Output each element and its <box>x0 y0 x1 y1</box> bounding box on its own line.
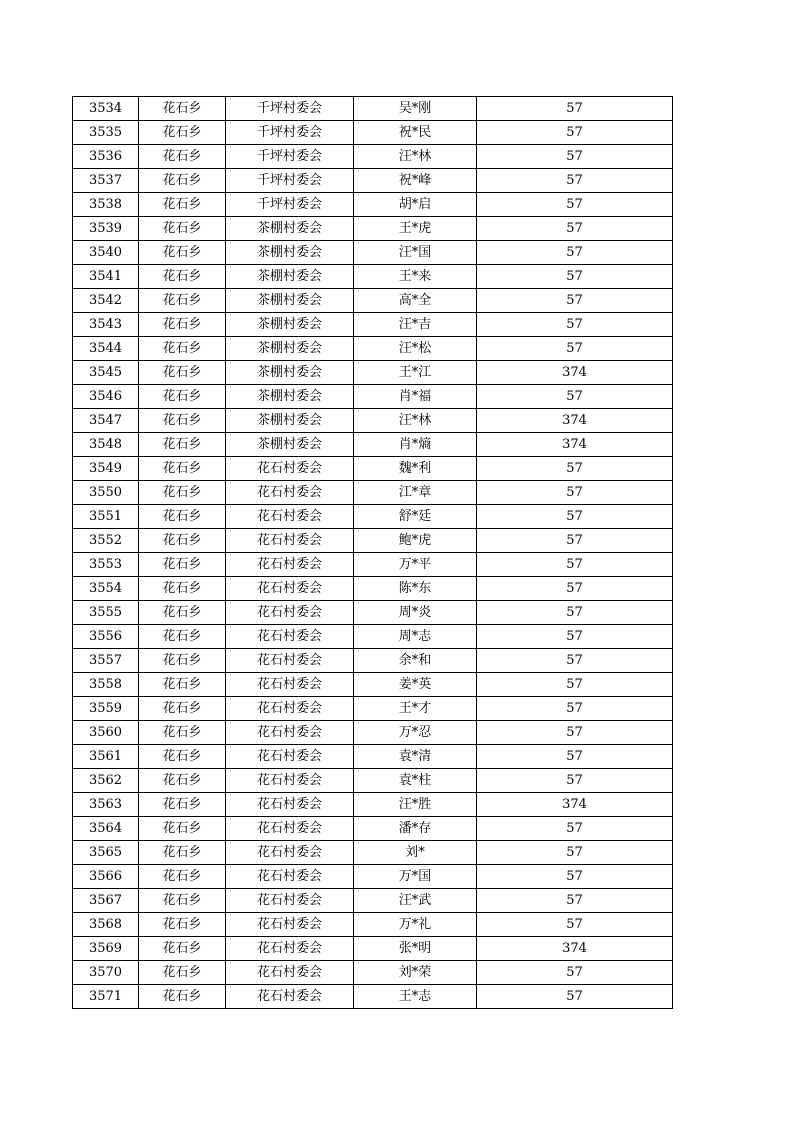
table-row <box>73 529 673 553</box>
village-committee-cell: 花石村委会 <box>226 601 354 625</box>
row-number-cell: 3539 <box>73 217 139 241</box>
village-committee-cell: 茶棚村委会 <box>226 241 354 265</box>
person-name-cell: 周*志 <box>354 625 477 649</box>
village-committee-cell: 花石村委会 <box>226 841 354 865</box>
amount-cell: 57 <box>477 673 673 697</box>
amount-cell: 374 <box>477 409 673 433</box>
village-committee-cell: 千坪村委会 <box>226 145 354 169</box>
village-committee-cell: 茶棚村委会 <box>226 433 354 457</box>
amount-cell: 57 <box>477 985 673 1009</box>
amount-cell: 374 <box>477 793 673 817</box>
table-row <box>73 289 673 313</box>
person-name-cell: 张*明 <box>354 937 477 961</box>
village-committee-cell: 茶棚村委会 <box>226 361 354 385</box>
person-name-cell: 胡*启 <box>354 193 477 217</box>
amount-cell: 57 <box>477 865 673 889</box>
amount-cell: 57 <box>477 505 673 529</box>
table-row <box>73 385 673 409</box>
row-number-cell: 3563 <box>73 793 139 817</box>
person-name-cell: 祝*民 <box>354 121 477 145</box>
table-body <box>73 97 673 1009</box>
amount-cell: 57 <box>477 625 673 649</box>
person-name-cell: 袁*柱 <box>354 769 477 793</box>
person-name-cell: 高*全 <box>354 289 477 313</box>
village-committee-cell: 花石村委会 <box>226 985 354 1009</box>
village-committee-cell: 千坪村委会 <box>226 97 354 121</box>
subsidy-table <box>72 96 673 1009</box>
township-cell: 花石乡 <box>139 505 226 529</box>
table-row <box>73 553 673 577</box>
amount-cell: 57 <box>477 265 673 289</box>
village-committee-cell: 茶棚村委会 <box>226 385 354 409</box>
row-number-cell: 3542 <box>73 289 139 313</box>
person-name-cell: 汪*林 <box>354 145 477 169</box>
table-row <box>73 145 673 169</box>
amount-cell: 57 <box>477 577 673 601</box>
amount-cell: 57 <box>477 913 673 937</box>
village-committee-cell: 花石村委会 <box>226 697 354 721</box>
township-cell: 花石乡 <box>139 841 226 865</box>
table-row <box>73 193 673 217</box>
row-number-cell: 3535 <box>73 121 139 145</box>
row-number-cell: 3549 <box>73 457 139 481</box>
amount-cell: 374 <box>477 433 673 457</box>
row-number-cell: 3545 <box>73 361 139 385</box>
township-cell: 花石乡 <box>139 793 226 817</box>
row-number-cell: 3552 <box>73 529 139 553</box>
row-number-cell: 3534 <box>73 97 139 121</box>
amount-cell: 57 <box>477 481 673 505</box>
person-name-cell: 汪*国 <box>354 241 477 265</box>
row-number-cell: 3570 <box>73 961 139 985</box>
table-row <box>73 625 673 649</box>
amount-cell: 57 <box>477 217 673 241</box>
row-number-cell: 3561 <box>73 745 139 769</box>
township-cell: 花石乡 <box>139 313 226 337</box>
township-cell: 花石乡 <box>139 865 226 889</box>
amount-cell: 57 <box>477 841 673 865</box>
village-committee-cell: 千坪村委会 <box>226 169 354 193</box>
person-name-cell: 王*江 <box>354 361 477 385</box>
village-committee-cell: 茶棚村委会 <box>226 337 354 361</box>
person-name-cell: 汪*林 <box>354 409 477 433</box>
amount-cell: 57 <box>477 721 673 745</box>
row-number-cell: 3555 <box>73 601 139 625</box>
township-cell: 花石乡 <box>139 817 226 841</box>
township-cell: 花石乡 <box>139 481 226 505</box>
person-name-cell: 潘*存 <box>354 817 477 841</box>
row-number-cell: 3544 <box>73 337 139 361</box>
amount-cell: 57 <box>477 649 673 673</box>
amount-cell: 374 <box>477 361 673 385</box>
table-row <box>73 457 673 481</box>
township-cell: 花石乡 <box>139 721 226 745</box>
person-name-cell: 祝*峰 <box>354 169 477 193</box>
village-committee-cell: 茶棚村委会 <box>226 409 354 433</box>
amount-cell: 57 <box>477 385 673 409</box>
person-name-cell: 刘*荣 <box>354 961 477 985</box>
table-row <box>73 793 673 817</box>
village-committee-cell: 花石村委会 <box>226 793 354 817</box>
table-row <box>73 481 673 505</box>
person-name-cell: 万*礼 <box>354 913 477 937</box>
village-committee-cell: 花石村委会 <box>226 937 354 961</box>
village-committee-cell: 花石村委会 <box>226 577 354 601</box>
table-row <box>73 97 673 121</box>
township-cell: 花石乡 <box>139 913 226 937</box>
table-row <box>73 961 673 985</box>
village-committee-cell: 花石村委会 <box>226 673 354 697</box>
table-row <box>73 937 673 961</box>
amount-cell: 57 <box>477 289 673 313</box>
row-number-cell: 3569 <box>73 937 139 961</box>
village-committee-cell: 茶棚村委会 <box>226 313 354 337</box>
row-number-cell: 3559 <box>73 697 139 721</box>
table-row <box>73 745 673 769</box>
village-committee-cell: 千坪村委会 <box>226 193 354 217</box>
township-cell: 花石乡 <box>139 745 226 769</box>
person-name-cell: 舒*廷 <box>354 505 477 529</box>
village-committee-cell: 花石村委会 <box>226 745 354 769</box>
person-name-cell: 万*国 <box>354 865 477 889</box>
person-name-cell: 肖*福 <box>354 385 477 409</box>
row-number-cell: 3536 <box>73 145 139 169</box>
person-name-cell: 余*和 <box>354 649 477 673</box>
amount-cell: 57 <box>477 553 673 577</box>
row-number-cell: 3565 <box>73 841 139 865</box>
township-cell: 花石乡 <box>139 121 226 145</box>
township-cell: 花石乡 <box>139 289 226 313</box>
person-name-cell: 魏*利 <box>354 457 477 481</box>
person-name-cell: 周*炎 <box>354 601 477 625</box>
table-row <box>73 985 673 1009</box>
township-cell: 花石乡 <box>139 337 226 361</box>
person-name-cell: 王*来 <box>354 265 477 289</box>
table-row <box>73 913 673 937</box>
person-name-cell: 汪*武 <box>354 889 477 913</box>
person-name-cell: 刘* <box>354 841 477 865</box>
township-cell: 花石乡 <box>139 361 226 385</box>
table-row <box>73 121 673 145</box>
amount-cell: 57 <box>477 313 673 337</box>
township-cell: 花石乡 <box>139 673 226 697</box>
village-committee-cell: 茶棚村委会 <box>226 265 354 289</box>
table-row <box>73 361 673 385</box>
township-cell: 花石乡 <box>139 889 226 913</box>
township-cell: 花石乡 <box>139 649 226 673</box>
table-row <box>73 889 673 913</box>
row-number-cell: 3566 <box>73 865 139 889</box>
village-committee-cell: 花石村委会 <box>226 817 354 841</box>
amount-cell: 57 <box>477 817 673 841</box>
township-cell: 花石乡 <box>139 961 226 985</box>
amount-cell: 57 <box>477 97 673 121</box>
village-committee-cell: 花石村委会 <box>226 865 354 889</box>
village-committee-cell: 花石村委会 <box>226 457 354 481</box>
township-cell: 花石乡 <box>139 169 226 193</box>
row-number-cell: 3538 <box>73 193 139 217</box>
township-cell: 花石乡 <box>139 193 226 217</box>
amount-cell: 57 <box>477 601 673 625</box>
person-name-cell: 袁*清 <box>354 745 477 769</box>
row-number-cell: 3543 <box>73 313 139 337</box>
amount-cell: 374 <box>477 937 673 961</box>
village-committee-cell: 花石村委会 <box>226 481 354 505</box>
village-committee-cell: 花石村委会 <box>226 649 354 673</box>
row-number-cell: 3556 <box>73 625 139 649</box>
row-number-cell: 3540 <box>73 241 139 265</box>
row-number-cell: 3550 <box>73 481 139 505</box>
table-row <box>73 409 673 433</box>
table-row <box>73 241 673 265</box>
table-row <box>73 721 673 745</box>
township-cell: 花石乡 <box>139 577 226 601</box>
amount-cell: 57 <box>477 961 673 985</box>
row-number-cell: 3541 <box>73 265 139 289</box>
row-number-cell: 3547 <box>73 409 139 433</box>
township-cell: 花石乡 <box>139 385 226 409</box>
row-number-cell: 3568 <box>73 913 139 937</box>
township-cell: 花石乡 <box>139 217 226 241</box>
table-row <box>73 505 673 529</box>
village-committee-cell: 茶棚村委会 <box>226 217 354 241</box>
person-name-cell: 肖*熵 <box>354 433 477 457</box>
township-cell: 花石乡 <box>139 97 226 121</box>
table-row <box>73 649 673 673</box>
table-row <box>73 169 673 193</box>
table-row <box>73 433 673 457</box>
township-cell: 花石乡 <box>139 697 226 721</box>
row-number-cell: 3571 <box>73 985 139 1009</box>
village-committee-cell: 花石村委会 <box>226 721 354 745</box>
village-committee-cell: 花石村委会 <box>226 625 354 649</box>
amount-cell: 57 <box>477 169 673 193</box>
township-cell: 花石乡 <box>139 145 226 169</box>
amount-cell: 57 <box>477 529 673 553</box>
row-number-cell: 3553 <box>73 553 139 577</box>
table-row <box>73 769 673 793</box>
table-row <box>73 265 673 289</box>
township-cell: 花石乡 <box>139 985 226 1009</box>
township-cell: 花石乡 <box>139 529 226 553</box>
amount-cell: 57 <box>477 121 673 145</box>
amount-cell: 57 <box>477 769 673 793</box>
township-cell: 花石乡 <box>139 457 226 481</box>
table-row <box>73 817 673 841</box>
township-cell: 花石乡 <box>139 241 226 265</box>
row-number-cell: 3558 <box>73 673 139 697</box>
village-committee-cell: 茶棚村委会 <box>226 289 354 313</box>
village-committee-cell: 花石村委会 <box>226 961 354 985</box>
table-row <box>73 673 673 697</box>
row-number-cell: 3554 <box>73 577 139 601</box>
amount-cell: 57 <box>477 337 673 361</box>
township-cell: 花石乡 <box>139 553 226 577</box>
township-cell: 花石乡 <box>139 937 226 961</box>
village-committee-cell: 花石村委会 <box>226 553 354 577</box>
township-cell: 花石乡 <box>139 265 226 289</box>
row-number-cell: 3551 <box>73 505 139 529</box>
row-number-cell: 3564 <box>73 817 139 841</box>
township-cell: 花石乡 <box>139 625 226 649</box>
person-name-cell: 鲍*虎 <box>354 529 477 553</box>
township-cell: 花石乡 <box>139 601 226 625</box>
person-name-cell: 万*忍 <box>354 721 477 745</box>
village-committee-cell: 花石村委会 <box>226 529 354 553</box>
person-name-cell: 江*章 <box>354 481 477 505</box>
amount-cell: 57 <box>477 193 673 217</box>
person-name-cell: 陈*东 <box>354 577 477 601</box>
row-number-cell: 3560 <box>73 721 139 745</box>
amount-cell: 57 <box>477 241 673 265</box>
row-number-cell: 3548 <box>73 433 139 457</box>
township-cell: 花石乡 <box>139 409 226 433</box>
table-row <box>73 841 673 865</box>
amount-cell: 57 <box>477 889 673 913</box>
person-name-cell: 汪*胜 <box>354 793 477 817</box>
row-number-cell: 3557 <box>73 649 139 673</box>
row-number-cell: 3567 <box>73 889 139 913</box>
table-row <box>73 217 673 241</box>
village-committee-cell: 花石村委会 <box>226 769 354 793</box>
person-name-cell: 吴*刚 <box>354 97 477 121</box>
table-row <box>73 577 673 601</box>
village-committee-cell: 花石村委会 <box>226 913 354 937</box>
township-cell: 花石乡 <box>139 433 226 457</box>
person-name-cell: 汪*吉 <box>354 313 477 337</box>
person-name-cell: 王*志 <box>354 985 477 1009</box>
table-row <box>73 601 673 625</box>
table-row <box>73 697 673 721</box>
person-name-cell: 汪*松 <box>354 337 477 361</box>
table-row <box>73 337 673 361</box>
village-committee-cell: 花石村委会 <box>226 505 354 529</box>
person-name-cell: 万*平 <box>354 553 477 577</box>
table-row <box>73 865 673 889</box>
amount-cell: 57 <box>477 145 673 169</box>
row-number-cell: 3546 <box>73 385 139 409</box>
row-number-cell: 3562 <box>73 769 139 793</box>
person-name-cell: 王*才 <box>354 697 477 721</box>
person-name-cell: 姜*英 <box>354 673 477 697</box>
township-cell: 花石乡 <box>139 769 226 793</box>
amount-cell: 57 <box>477 745 673 769</box>
village-committee-cell: 花石村委会 <box>226 889 354 913</box>
person-name-cell: 王*虎 <box>354 217 477 241</box>
table-row <box>73 313 673 337</box>
row-number-cell: 3537 <box>73 169 139 193</box>
amount-cell: 57 <box>477 697 673 721</box>
village-committee-cell: 千坪村委会 <box>226 121 354 145</box>
amount-cell: 57 <box>477 457 673 481</box>
